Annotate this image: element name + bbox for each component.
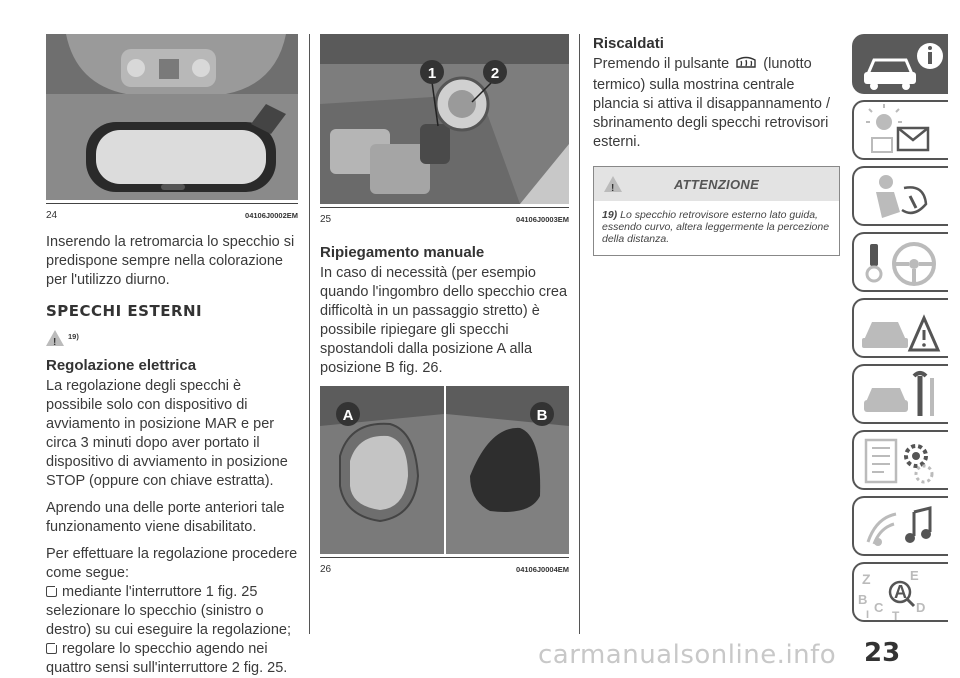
tab-seat-airbag[interactable] [852, 166, 948, 226]
tab-breakdown[interactable] [852, 298, 948, 358]
list-item [46, 640, 298, 678]
figure-25-caption [320, 207, 569, 229]
index-letter: B [858, 592, 868, 607]
column-1 [46, 34, 298, 678]
technical-data-gear-icon [854, 432, 950, 492]
subsection-title: Regolazione elettrica [46, 357, 197, 374]
column-3 [593, 34, 840, 256]
attention-number: 19) [602, 209, 618, 221]
paragraph-text: Premendo il pulsante [593, 56, 730, 72]
index-letter: T [892, 609, 900, 623]
list-item [46, 583, 298, 640]
page-number: 23 [864, 638, 901, 668]
tab-key-steering[interactable] [852, 232, 948, 292]
tab-multimedia[interactable] [852, 496, 948, 556]
index-letter: A [894, 582, 907, 602]
intro-paragraph: Inserendo la retromarcia lo specchio si predispone sempre nella colorazione per l'utilizzo diurno. [46, 234, 295, 288]
rear-defroster-icon [735, 56, 757, 76]
index-letter: E [910, 568, 919, 583]
figure-26-label-A: A [342, 407, 354, 424]
paragraph: In caso di necessità (per esempio quando l'ingombro dello specchio crea difficoltà in un passaggio stretto) è possibile ripiegare gli specchi spostandoli dalla posizione A alla posizione B fig. 26. [320, 265, 568, 376]
paragraph-3: Per effettuare la regolazione procedere come segue: [46, 546, 298, 581]
warning-triangle-icon [46, 330, 64, 346]
alphabetical-index-icon [854, 564, 950, 624]
figure-code: 04106J0002EM [245, 211, 298, 220]
list-item-text: regolare lo specchio agendo nei quattro sensi sull'interruttore 2 fig. 25. [46, 641, 288, 676]
figure-25-label-2: 2 [490, 65, 500, 82]
attention-box [593, 166, 840, 256]
tab-car-info[interactable] [852, 34, 948, 94]
tab-technical-data[interactable] [852, 430, 948, 490]
figure-26-caption [320, 557, 569, 579]
index-letter: D [916, 600, 926, 615]
figure-24-caption [46, 203, 298, 225]
watermark: carmanualsonline.info [538, 640, 837, 670]
car-service-tools-icon [854, 366, 950, 426]
subsection-title: Ripiegamento manuale [320, 244, 485, 261]
figure-code: 04106J0003EM [516, 215, 569, 224]
figure-number: 24 [46, 210, 58, 221]
warning-lights-icon [854, 102, 950, 162]
section-title: SPECCHI ESTERNI [46, 302, 203, 320]
column-divider-right [579, 34, 580, 634]
seat-airbag-icon [854, 168, 950, 228]
tab-warning-lights[interactable] [852, 100, 948, 160]
paragraph-text: (lunotto termico) sulla mostrina centrale plancia si attiva il disappannamento / sbrinamento degli specchi retrovisori esterni. [593, 56, 830, 150]
index-letter: I [866, 609, 870, 621]
figure-number: 26 [320, 564, 332, 575]
attention-text: Lo specchio retrovisore esterno lato guida, essendo curvo, altera leggermente la percezione della distanza. [602, 209, 830, 245]
breakdown-warning-icon [854, 300, 950, 360]
figure-24-rearview-mirror-photo [46, 34, 298, 200]
column-2 [320, 34, 569, 579]
car-info-icon [854, 36, 950, 96]
attention-title: ATTENZIONE [673, 176, 760, 192]
figure-code: 04106J0004EM [516, 565, 569, 574]
paragraph-2: Aprendo una delle porte anteriori tale funzionamento viene disabilitato. [46, 500, 285, 535]
attention-header [594, 167, 839, 201]
figure-25-label-1: 1 [427, 65, 437, 82]
paragraph-1: La regolazione degli specchi è possibile solo con dispositivo di avviamento in posizione MAR e per circa 3 minuti dopo aver portato il dispositivo di avviamento in posizione STOP (oppure con chiave estratta). [46, 378, 288, 489]
bullet-icon [46, 643, 57, 654]
figure-number: 25 [320, 214, 332, 225]
key-steering-wheel-icon [854, 234, 950, 294]
index-letter: Z [862, 571, 871, 587]
multimedia-music-icon [854, 498, 950, 558]
tab-index[interactable] [852, 562, 948, 622]
bullet-icon [46, 586, 57, 597]
attention-body [594, 201, 839, 255]
paragraph [593, 55, 840, 152]
subsection-title: Riscaldati [593, 35, 664, 52]
list-item-text: mediante l'interruttore 1 fig. 25 selezionare lo specchio (sinistro o destro) su cui eseguire la regolazione; [46, 584, 292, 638]
tab-car-service[interactable] [852, 364, 948, 424]
column-divider-left [309, 34, 310, 634]
index-letter: C [874, 600, 884, 615]
figure-26-label-B: B [536, 407, 548, 424]
figure-26-folding-mirror-photo [320, 386, 569, 554]
warning-reference [46, 327, 298, 346]
warning-ref-number: 19) [68, 332, 79, 341]
figure-25-mirror-switch-photo [320, 34, 569, 204]
